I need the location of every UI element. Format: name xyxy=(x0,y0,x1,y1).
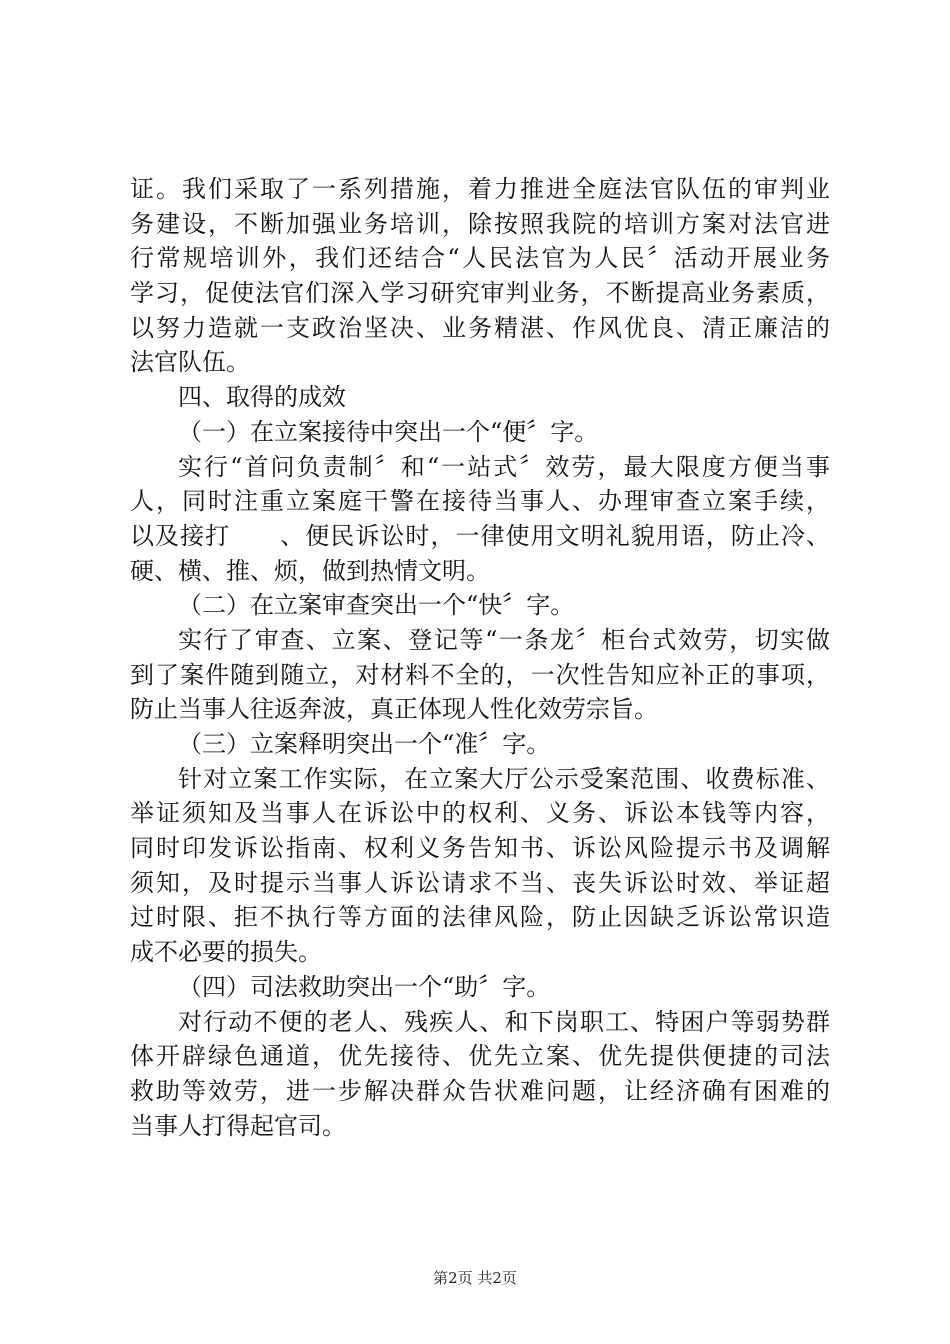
text-line: 对行动不便的老人、残疾人、和下岗职工、特困户等弱势群 xyxy=(178,1007,830,1036)
text-line: 证。我们采取了一系列措施，着力推进全庭法官队伍的审判业 xyxy=(130,175,830,203)
text-line: 学习，促使法官们深入学习研究审判业务，不断提高业务素质， xyxy=(130,279,830,308)
page-number-footer: 第2页 共2页 xyxy=(433,1269,517,1287)
text-line: 成不必要的损失。 xyxy=(130,938,322,967)
text-line: 防止当事人往返奔波，真正体现人性化效劳宗旨。 xyxy=(130,695,658,724)
text-line: 救助等效劳，进一步解决群众告状难问题，让经济确有困难的 xyxy=(130,1076,830,1105)
text-line: 实行“首问负责制〞和“一站式〞效劳，最大限度方便当事 xyxy=(178,452,830,481)
text-line: （二）在立案审查突出一个“快〞字。 xyxy=(178,591,575,620)
text-line: 行常规培训外，我们还结合“人民法官为人民〞活动开展业务 xyxy=(130,244,830,273)
text-line: （三）立案释明突出一个“准〞字。 xyxy=(178,730,551,758)
text-line: 人，同时注重立案庭干警在接待当事人、办理审查立案手续， xyxy=(130,487,830,516)
text-line: 体开辟绿色通道，优先接待、优先立案、优先提供便捷的司法 xyxy=(130,1042,830,1071)
text-line: 须知，及时提示当事人诉讼请求不当、丧失诉讼时效、举证超 xyxy=(130,868,830,897)
text-line: 务建设，不断加强业务培训，除按照我院的培训方案对法官进 xyxy=(130,209,830,238)
text-line: 硬、横、推、烦，做到热情文明。 xyxy=(130,556,490,585)
text-line: （四）司法救助突出一个“助〞字。 xyxy=(178,972,551,1001)
text-line: 以及接打 、便民诉讼时，一律使用文明礼貌用语，防止冷、 xyxy=(130,521,830,550)
text-line: 当事人打得起官司。 xyxy=(130,1111,346,1140)
text-line: 针对立案工作实际，在立案大厅公示受案范围、收费标准、 xyxy=(178,764,830,793)
document-body xyxy=(130,172,830,1143)
text-line: （一）在立案接待中突出一个“便〞字。 xyxy=(178,417,599,446)
text-line: 四、取得的成效 xyxy=(178,383,346,412)
text-line: 过时限、拒不执行等方面的法律风险，防止因缺乏诉讼常识造 xyxy=(130,903,830,932)
text-line: 以努力造就一支政治坚决、业务精湛、作风优良、清正廉洁的 xyxy=(130,313,830,342)
text-line: 到了案件随到随立，对材料不全的，一次性告知应补正的事项， xyxy=(130,660,830,689)
text-line: 实行了审查、立案、登记等“一条龙〞柜台式效劳，切实做 xyxy=(178,625,830,654)
text-line: 法官队伍。 xyxy=(130,348,250,377)
text-line: 举证须知及当事人在诉讼中的权利、义务、诉讼本钱等内容， xyxy=(130,799,830,828)
text-line: 同时印发诉讼指南、权利义务告知书、诉讼风险提示书及调解 xyxy=(130,834,830,863)
